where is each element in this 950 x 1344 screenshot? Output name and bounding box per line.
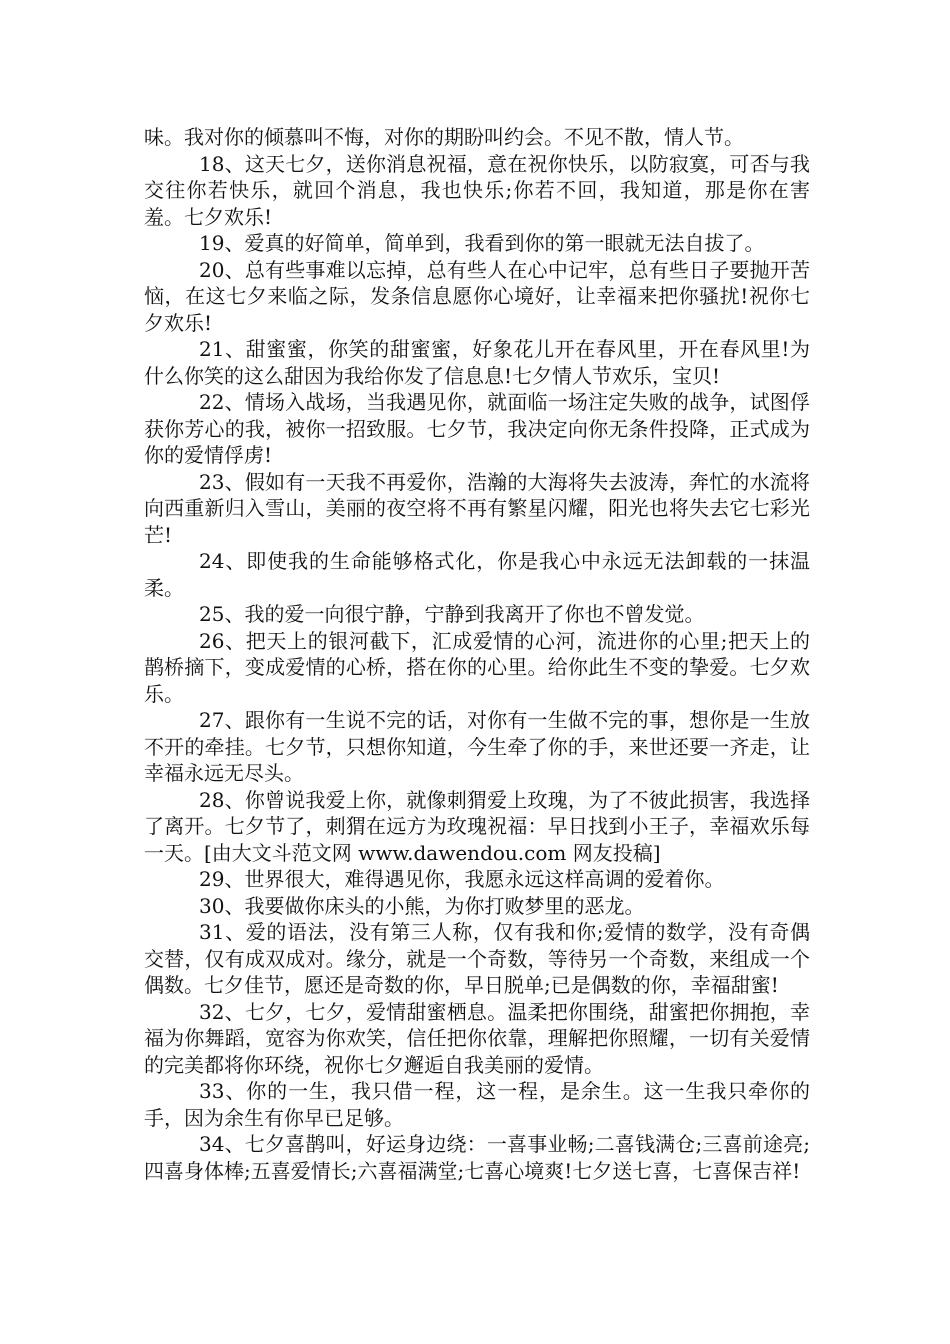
- paragraph-26: 26、把天上的银河截下，汇成爱情的心河，流进你的心里;把天上的鹊桥摘下，变成爱情的心桥，搭在你的心里。给你此生不变的挚爱。七夕欢乐。: [144, 628, 810, 706]
- paragraph-19: 19、爱真的好简单，简单到，我看到你的第一眼就无法自拔了。: [199, 231, 765, 255]
- paragraph-25: 25、我的爱一向很宁静，宁静到我离开了你也不曾发觉。: [199, 602, 705, 626]
- paragraph-22: 22、情场入战场，当我遇见你，就面临一场注定失败的战争，试图俘获你芳心的我，被你一招致服。七夕节，我决定向你无条件投降，正式成为你的爱情俘虏!: [144, 390, 810, 467]
- paragraph-continuation: 味。我对你的倾慕叫不悔，对你的期盼叫约会。不见不散，情人节。: [144, 125, 744, 149]
- paragraph-20: 20、总有些事难以忘掉，总有些人在心中记牢，总有些日子要抛开苦恼，在这七夕来临之际，发条信息愿你心境好，让幸福来把你骚扰!祝你七夕欢乐!: [144, 257, 810, 335]
- paragraph-18: 18、这天七夕，送你消息祝福，意在祝你快乐，以防寂寞，可否与我交往你若快乐，就回个消息，我也快乐;你若不回，我知道，那是你在害羞。七夕欢乐!: [144, 151, 810, 229]
- paragraph-34: 34、七夕喜鹊叫，好运身边绕：一喜事业畅;二喜钱满仓;三喜前途亮;四喜身体棒;五喜爱情长;六喜福满堂;七喜心境爽!七夕送七喜，七喜保吉祥!: [144, 1132, 810, 1183]
- paragraph-23: 23、假如有一天我不再爱你，浩瀚的大海将失去波涛，奔忙的水流将向西重新归入雪山，美丽的夜空将不再有繁星闪耀，阳光也将失去它七彩光芒!: [144, 469, 810, 547]
- paragraph-21: 21、甜蜜蜜，你笑的甜蜜蜜，好象花儿开在春风里，开在春风里!为什么你笑的这么甜因为我给你发了信息息!七夕情人节欢乐，宝贝!: [144, 337, 810, 388]
- paragraph-31: 31、爱的语法，没有第三人称，仅有我和你;爱情的数学，没有奇偶交替，仅有成双成对。缘分，就是一个奇数，等待另一个奇数，来组成一个偶数。七夕佳节，愿还是奇数的你，早日脱单;已是偶数的你，幸福甜蜜!: [144, 920, 810, 997]
- paragraph-29: 29、世界很大，难得遇见你，我愿永远这样高调的爱着你。: [199, 867, 725, 891]
- paragraph-30: 30、我要做你床头的小熊，为你打败梦里的恶龙。: [199, 893, 645, 918]
- paragraph-28: 28、你曾说我爱上你，就像刺猬爱上玫瑰，为了不彼此损害，我选择了离开。七夕节了，刺猬在远方为玫瑰祝福：早日找到小王子，幸福欢乐每一天。[由大文斗范文网 www.dawendou.com 网友投稿]: [144, 787, 810, 865]
- paragraph-33: 33、你的一生，我只借一程，这一程，是余生。这一生我只牵你的手，因为余生有你早已足够。: [144, 1079, 810, 1130]
- paragraph-32: 32、七夕，七夕，爱情甜蜜栖息。温柔把你围绕，甜蜜把你拥抱，幸福为你舞蹈，宽容为你欢笑，信任把你依靠，理解把你照耀，一切有关爱情的完美都将你环绕，祝你七夕邂逅自我美丽的爱情。: [144, 999, 810, 1077]
- document-body: [144, 124, 810, 1184]
- paragraph-24: 24、即使我的生命能够格式化，你是我心中永远无法卸载的一抹温柔。: [144, 549, 810, 600]
- paragraph-27: 27、跟你有一生说不完的话，对你有一生做不完的事，想你是一生放不开的牵挂。七夕节，只想你知道，今生牵了你的手，来世还要一齐走，让幸福永远无尽头。: [144, 708, 810, 785]
